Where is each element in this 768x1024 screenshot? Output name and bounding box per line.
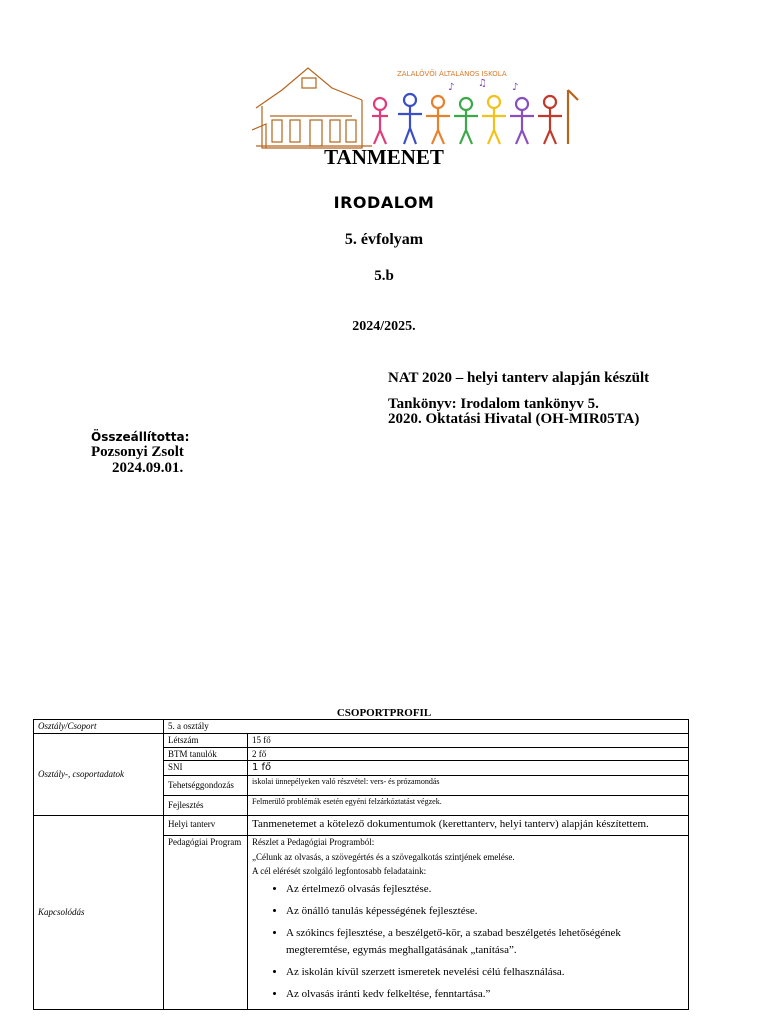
- class-data-label: Osztály-, csoportadatok: [34, 733, 164, 815]
- group-profile-table: [33, 719, 689, 1010]
- publisher-line: 2020. Oktatási Hivatal (OH-MIR05TA): [388, 411, 640, 427]
- class-label: 5.b: [374, 268, 394, 284]
- row-value: 2 fő: [248, 747, 689, 761]
- svg-text:♪: ♪: [448, 82, 455, 93]
- table-row: [34, 733, 689, 747]
- svg-text:♫: ♫: [478, 78, 487, 89]
- grade-label: 5. évfolyam: [344, 231, 424, 248]
- pedagogical-program-cell: [248, 835, 689, 1010]
- row-value: 1 fő: [248, 761, 689, 776]
- list-item: • Az iskolán kívül szerzett ismeretek nevelési célú felhasználása.: [286, 964, 684, 981]
- row-value: Felmerülő problémák esetén egyéni felzárkóztatást végzek.: [248, 796, 689, 816]
- document-title: TANMENET: [324, 145, 444, 169]
- list-item: • A szókincs fejlesztése, a beszélgető-kör, a szabad beszélgetés lehetőségének megteremtése, egymás meghallgatásának „tanítása”.: [286, 925, 684, 959]
- table-row: [34, 815, 689, 835]
- pp-tasks-intro: A cél elérését szolgáló legfontosabb feladataink:: [252, 866, 427, 877]
- row-label: Tehetséggondozás: [164, 776, 248, 796]
- connection-label: Kapcsolódás: [34, 815, 164, 1009]
- pp-goal: „Célunk az olvasás, a szövegértés és a szövegalkotás szintjének emelése.: [252, 851, 515, 862]
- pp-task-list: [252, 881, 684, 1003]
- row-value: 15 fő: [248, 733, 689, 747]
- author-name: Pozsonyi Zsolt: [91, 444, 184, 460]
- school-year: 2024/2025.: [352, 319, 416, 334]
- row-label: SNI: [164, 761, 248, 776]
- list-item: • Az olvasás iránti kedv felkeltése, fenntartása.”: [286, 986, 684, 1003]
- nat-note: NAT 2020 – helyi tanterv alapján készült: [388, 370, 650, 386]
- row-label: Létszám: [164, 733, 248, 747]
- document-date: 2024.09.01.: [112, 460, 184, 476]
- row-label: Helyi tanterv: [164, 815, 248, 835]
- list-item: • Az értelmező olvasás fejlesztése.: [286, 881, 684, 898]
- row-label: BTM tanulók: [164, 747, 248, 761]
- subject-title: IRODALOM: [333, 193, 435, 212]
- row-label: Fejlesztés: [164, 796, 248, 816]
- list-item: • Az önálló tanulás képességének fejlesztése.: [286, 903, 684, 920]
- row-value: Tanmenetemet a kötelező dokumentumok (kerettanterv, helyi tanterv) alapján készítettem.: [248, 815, 689, 835]
- table-row: [34, 720, 689, 734]
- textbook-line: Tankönyv: Irodalom tankönyv 5.: [388, 396, 599, 412]
- school-name-text: ZALALÖVŐI ÁLTALÁNOS ISKOLA: [397, 70, 507, 78]
- pp-intro: Részlet a Pedagógiai Programból:: [252, 836, 375, 847]
- profile-title: CSOPORTPROFIL: [336, 707, 432, 719]
- compiled-by-label: Összeállította:: [91, 430, 190, 444]
- row-value: iskolai ünnepélyeken való részvétel: vers- és prózamondás: [248, 776, 689, 796]
- class-value-cell: 5. a osztály: [164, 720, 689, 734]
- class-label-cell: Osztály/Csoport: [34, 720, 164, 734]
- row-label: Pedagógiai Program: [164, 835, 248, 1010]
- svg-text:♪: ♪: [512, 82, 519, 93]
- school-logo: [252, 60, 582, 152]
